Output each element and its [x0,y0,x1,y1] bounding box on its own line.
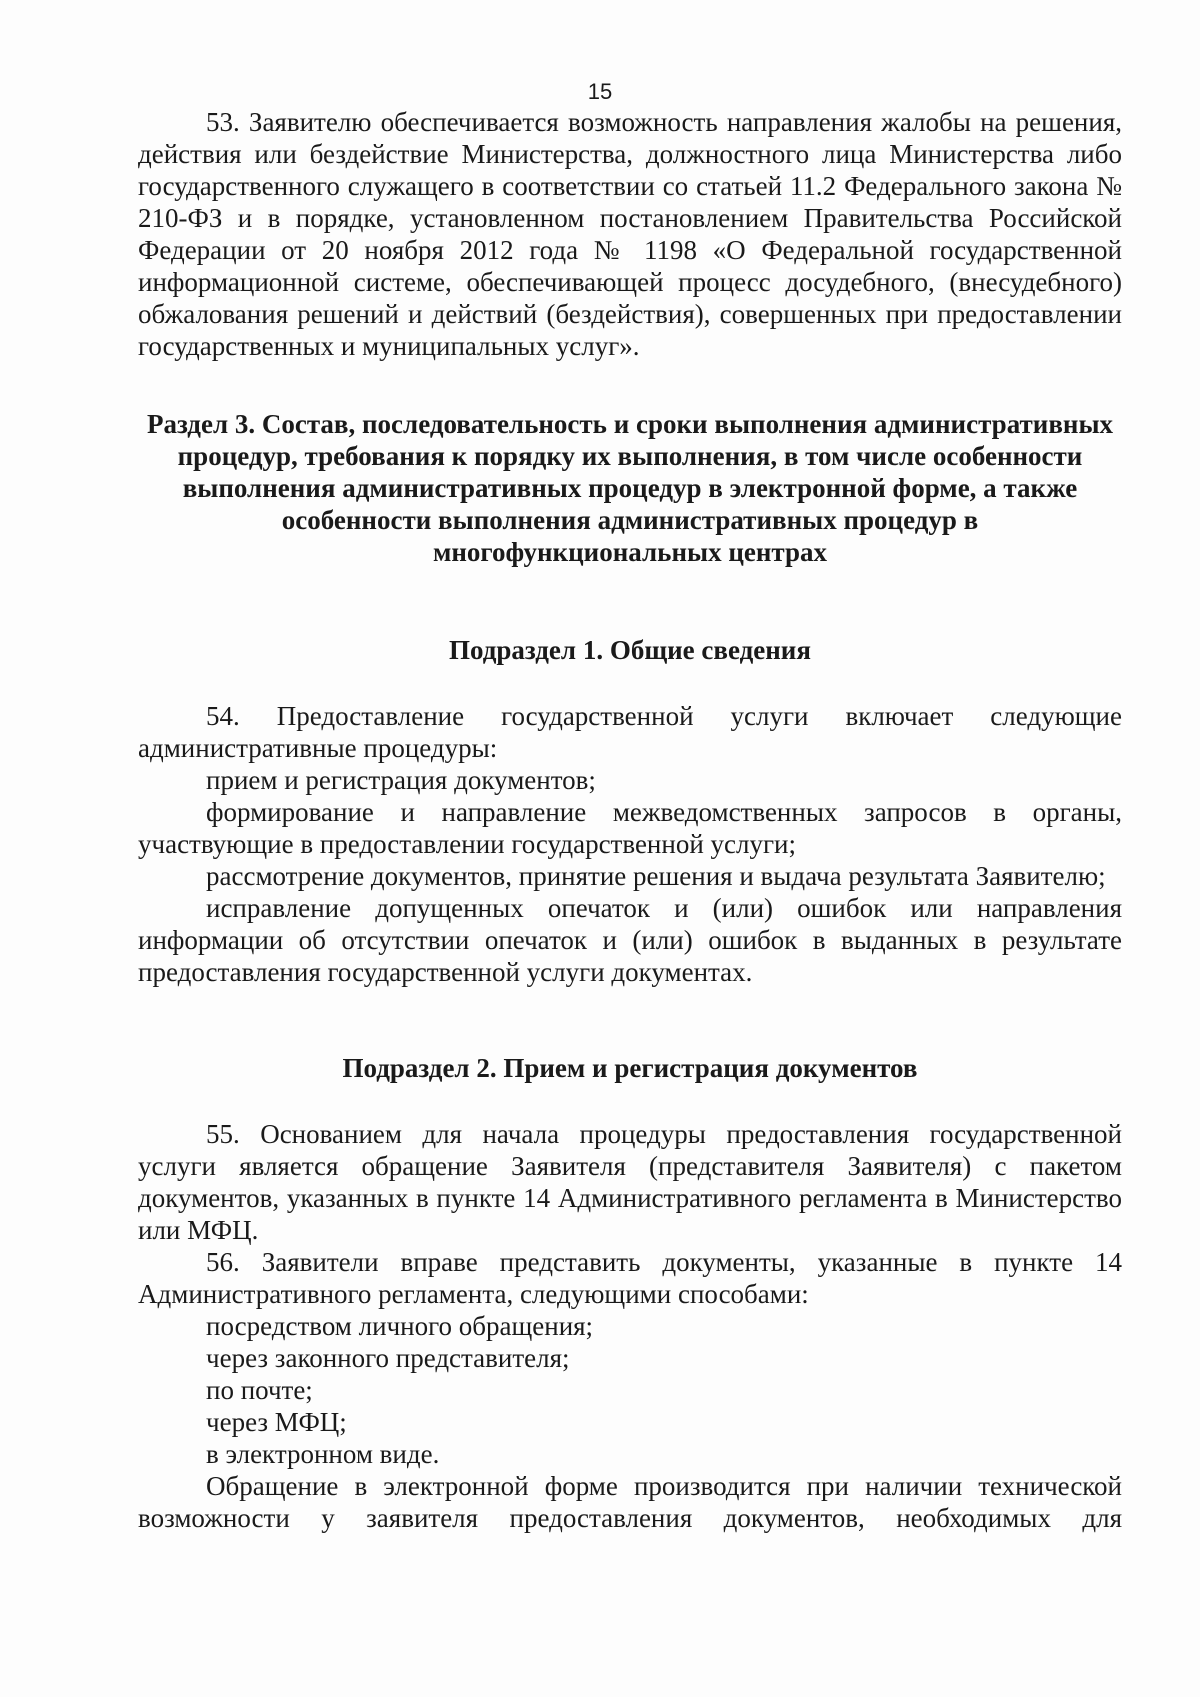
paragraph-53: 53. Заявителю обеспечивается возможность направления жалобы на решения, действия или бездействие Министерства, должностного лица Министерства либо государственного служащего в соответствии со статьей 11.2 Федерального закона № 210-ФЗ и в порядке, установленном постановлением Правительства Российской Федерации от 20 ноября 2012 года № 1198 «О Федеральной государственной информационной системе, обеспечивающей процесс досудебного, (внесудебного) обжалования решений и действий (бездействия), совершенных при предоставлении государственных и муниципальных услуг». [138,107,1122,361]
document-body [138,106,1122,1534]
list-item-method-1: посредством личного обращения; [206,1311,594,1341]
paragraph-electronic-form: Обращение в электронной форме производится при наличии технической возможности у заявителя предоставления документов, необходимых для [138,1471,1122,1533]
page-number: 15 [587,79,613,104]
subsection-2-title: Подраздел 2. Прием и регистрация документов [342,1053,918,1083]
section-3-title: Раздел 3. Состав, последовательность и сроки выполнения административных процедур, требования к порядку их выполнения, в том числе особенности выполнения административных процедур в электронной форме, а также особенности выполнения административных процедур в многофункциональных центрах [146,409,1114,567]
subsection-1-title: Подраздел 1. Общие сведения [449,635,811,665]
list-item-method-2: через законного представителя; [206,1343,570,1373]
list-item-procedure-2: формирование и направление межведомственных запросов в органы, участвующие в предоставлении государственной услуги; [138,797,1122,859]
list-item-method-4: через МФЦ; [206,1407,347,1437]
list-item-method-5: в электронном виде. [206,1439,440,1469]
paragraph-56: 56. Заявители вправе представить документы, указанные в пункте 14 Административного регламента, следующими способами: [138,1247,1122,1309]
paragraph-54: 54. Предоставление государственной услуги включает следующие административные процедуры: [138,701,1122,763]
list-item-procedure-3: рассмотрение документов, принятие решения и выдача результата Заявителю; [206,861,1106,891]
list-item-method-3: по почте; [206,1375,313,1405]
list-item-procedure-4: исправление допущенных опечаток и (или) ошибок или направления информации об отсутствии опечаток и (или) ошибок в выданных в результате предоставления государственной услуги документах. [138,893,1122,987]
list-item-procedure-1: прием и регистрация документов; [206,765,596,795]
paragraph-55: 55. Основанием для начала процедуры предоставления государственной услуги является обращение Заявителя (представителя Заявителя) с пакетом документов, указанных в пункте 14 Административного регламента в Министерство или МФЦ. [138,1119,1122,1245]
